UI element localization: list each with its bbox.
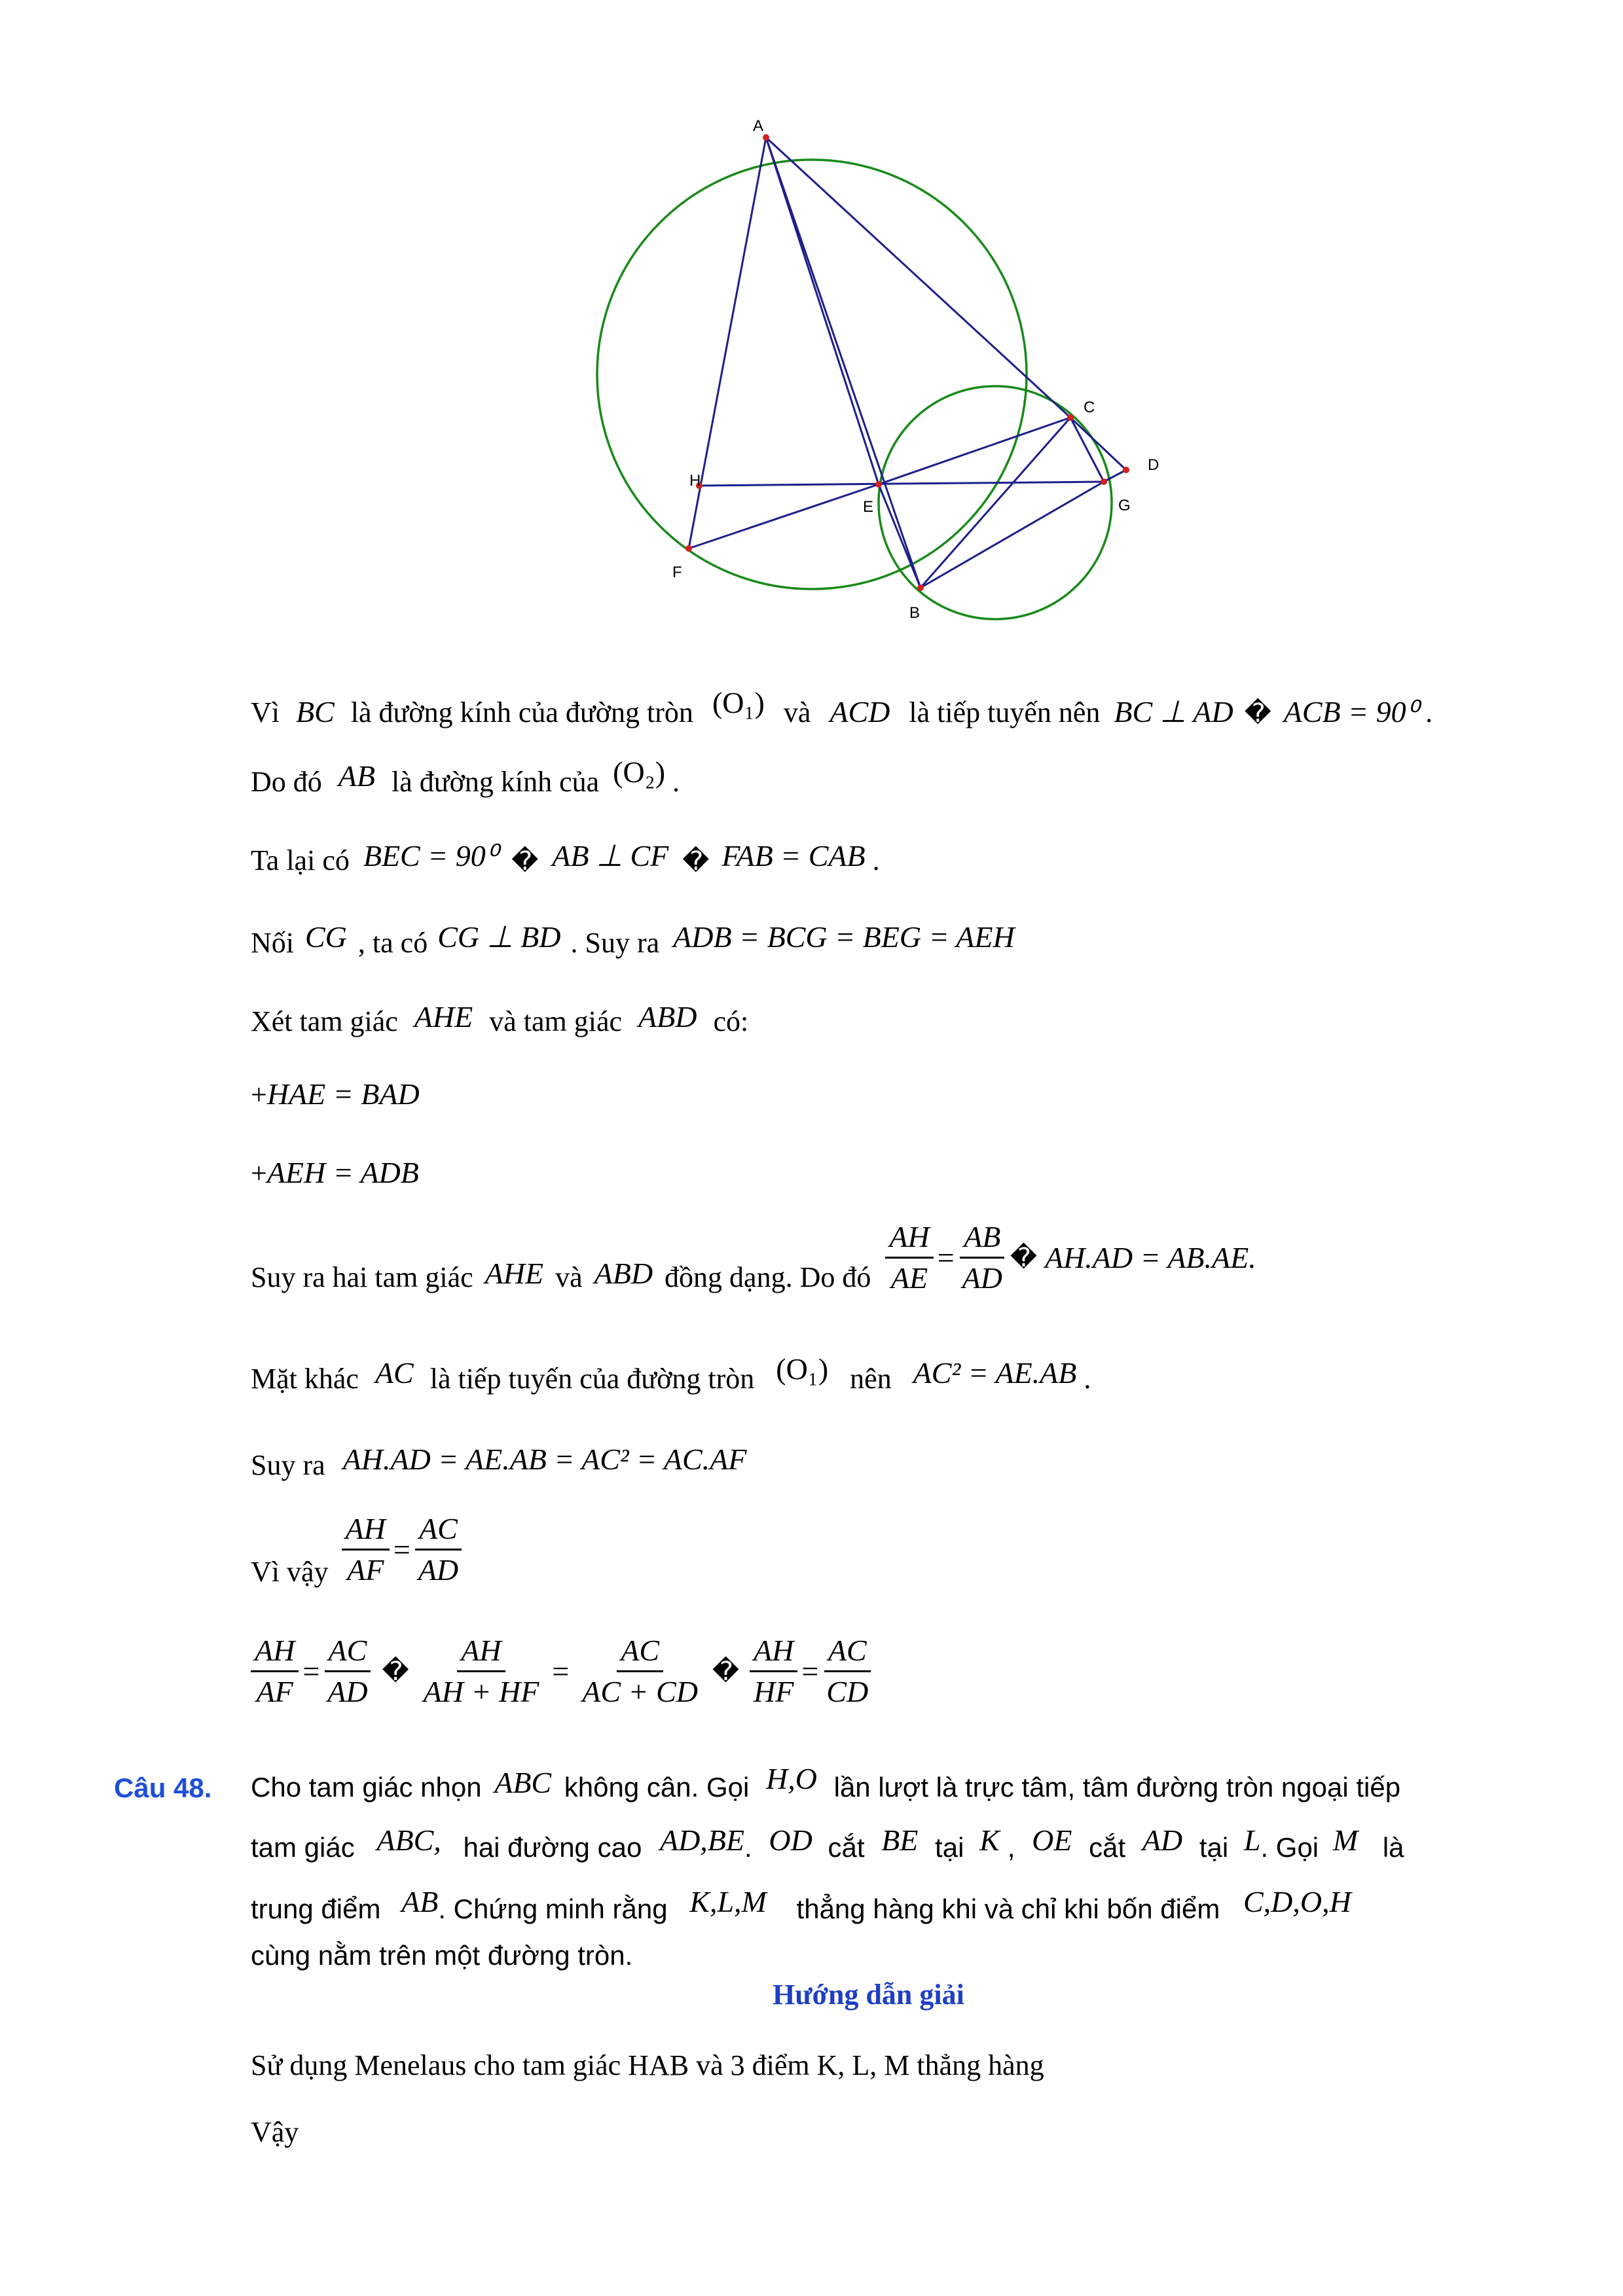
math: AD (1142, 1823, 1183, 1857)
math: C,D,O,H (1243, 1885, 1351, 1918)
text: Ta lại có (251, 844, 350, 876)
fraction (420, 1632, 543, 1710)
text: không cân. Gọi (564, 1772, 750, 1803)
glyph: � (511, 846, 539, 876)
math: ACB = 90⁰ (1283, 695, 1419, 728)
denominator: AF (256, 1675, 293, 1708)
numerator: AH (457, 1632, 505, 1672)
math: CG (305, 920, 347, 954)
equals: = (393, 1532, 410, 1566)
segment-bg (921, 482, 1104, 588)
question-row-2 (251, 1823, 1404, 1867)
question-row-3 (251, 1885, 1351, 1929)
math: ADB = BCG = BEG = AEH (673, 920, 1015, 954)
text: Cho tam giác nhọn (251, 1772, 482, 1803)
text: tại (935, 1832, 964, 1863)
text: là đường kính của đường tròn (350, 696, 693, 728)
math: AB (401, 1885, 439, 1918)
numerator: AH (342, 1511, 390, 1551)
math: K (979, 1823, 1000, 1857)
text: là tiếp tuyến của đường tròn (429, 1363, 755, 1395)
label-B: B (909, 604, 921, 622)
denominator: AE (890, 1261, 928, 1295)
math: L (1243, 1823, 1261, 1857)
glyph: � (382, 1656, 409, 1687)
numerator: AH (251, 1632, 299, 1672)
math: ABC (494, 1766, 552, 1799)
text: Xét tam giác (251, 1005, 398, 1037)
math: AH.AD = AE.AB = AC² = AC.AF (342, 1443, 747, 1476)
numerator: AC (415, 1511, 462, 1551)
segment-hg (699, 482, 1104, 486)
math: HAE = BAD (266, 1077, 420, 1111)
numerator: AC (325, 1632, 371, 1672)
circle-o2 (597, 160, 1027, 589)
line-7 (251, 1156, 419, 1191)
text: và (783, 696, 811, 728)
math: CG ⊥ BD (437, 920, 561, 954)
numerator: AH (750, 1632, 797, 1672)
fraction (414, 1511, 462, 1588)
math: FAB = CAB (721, 839, 866, 872)
denominator: AH + HF (423, 1675, 539, 1708)
point-g (1101, 478, 1107, 485)
math: OD (769, 1823, 812, 1857)
point-c (1067, 414, 1074, 421)
fraction (750, 1632, 797, 1710)
text: là tiếp tuyến nên (909, 696, 1101, 728)
text: + (251, 1079, 267, 1111)
text: lần lượt là trực tâm, tâm đường tròn ngoại tiếp (833, 1772, 1401, 1803)
numerator: AH (885, 1219, 933, 1259)
math: AB ⊥ CF (552, 839, 669, 872)
glyph: � (1010, 1242, 1037, 1273)
line-6 (251, 1077, 420, 1112)
text: cùng nằm trên một đường tròn. (251, 1940, 633, 1971)
text: hai đường cao (463, 1832, 642, 1863)
math: AC (374, 1356, 414, 1390)
numerator: AB (960, 1219, 1004, 1259)
line-4 (251, 920, 1015, 960)
label-D: D (1148, 456, 1159, 474)
denominator: AC + CD (582, 1675, 698, 1708)
math: AC² = AE.AB (913, 1356, 1077, 1390)
text: cắt (828, 1832, 865, 1863)
text: . Suy ra (570, 927, 660, 959)
text: Mặt khác (251, 1363, 359, 1395)
point-e (875, 481, 882, 488)
denominator: CD (826, 1675, 869, 1708)
math: ABD (638, 1000, 697, 1033)
text: thẳng hàng khi và chỉ khi bốn điểm (796, 1893, 1220, 1924)
math: ABC, (376, 1823, 441, 1857)
denominator: AD (962, 1261, 1002, 1295)
fraction (251, 1632, 299, 1710)
line-1 (251, 686, 1433, 730)
text: . (1425, 696, 1433, 728)
denominator: AF (347, 1553, 384, 1587)
line-8 (251, 1219, 1256, 1297)
text: là (1382, 1832, 1404, 1863)
segment-ab (766, 137, 921, 588)
text: đồng dạng. Do đó (665, 1261, 871, 1293)
fraction (323, 1632, 371, 1710)
text: tam giác (251, 1832, 355, 1863)
math: H,O (765, 1762, 817, 1795)
text: . Gọi (1260, 1832, 1319, 1863)
points (685, 134, 1129, 591)
math: BE (881, 1823, 919, 1857)
question-label: Câu 48. (114, 1772, 212, 1803)
text: + (251, 1157, 267, 1189)
label-H: H (689, 472, 701, 490)
circles (597, 160, 1112, 619)
denominator: AD (327, 1675, 368, 1708)
point-a (763, 134, 769, 141)
denominator: AD (418, 1553, 459, 1587)
geometry-figure (0, 0, 1623, 628)
math: AD,BE (659, 1823, 744, 1857)
text: tại (1199, 1832, 1229, 1863)
text: Vì vậy (251, 1555, 329, 1588)
equals: = (302, 1654, 320, 1688)
text: là đường kính của (391, 766, 600, 798)
text: Suy ra hai tam giác (251, 1261, 473, 1293)
point-b (917, 584, 924, 591)
math: BC ⊥ AD (1114, 695, 1233, 728)
math: K,L,M (689, 1885, 767, 1918)
text: có: (713, 1005, 749, 1037)
solution-line-2: Vậy (251, 2116, 299, 2148)
label-G: G (1118, 497, 1131, 514)
label-A: A (753, 117, 764, 135)
math: AB (338, 759, 375, 793)
line-5 (251, 1000, 749, 1039)
fraction (578, 1632, 702, 1710)
glyph: � (1244, 698, 1271, 728)
math: (O₂) (613, 755, 666, 789)
segment-fe (689, 484, 879, 548)
math: (O₁) (712, 686, 765, 719)
text: cắt (1089, 1832, 1126, 1863)
equals: = (801, 1654, 819, 1688)
numerator: AC (617, 1632, 663, 1672)
denominator: HF (754, 1675, 794, 1708)
numerator: AC (824, 1632, 871, 1672)
line-10 (251, 1443, 747, 1482)
math: M (1332, 1823, 1359, 1857)
math: AH.AD = AB.AE. (1044, 1240, 1256, 1274)
label-C: C (1084, 399, 1095, 416)
equals: = (937, 1240, 955, 1274)
segments (689, 137, 1126, 588)
text: nên (850, 1363, 892, 1395)
segment-cd (1070, 418, 1126, 470)
math: ABD (594, 1256, 653, 1290)
text: Nối (251, 927, 294, 959)
text: trung điểm (251, 1893, 381, 1924)
glyph: � (682, 846, 710, 876)
math: AHE (414, 1000, 473, 1033)
text: . (744, 1832, 752, 1863)
text: Suy ra (251, 1449, 325, 1481)
text: và (555, 1261, 583, 1293)
text: . (672, 766, 680, 798)
label-F: F (672, 564, 682, 581)
line-9 (251, 1352, 1091, 1396)
point-d (1123, 467, 1129, 473)
math: AHE (484, 1256, 544, 1290)
line-12 (251, 1632, 876, 1710)
text: , (1007, 1832, 1015, 1863)
math: BEC = 90⁰ (363, 839, 498, 872)
math: OE (1032, 1823, 1072, 1857)
fraction (822, 1632, 872, 1710)
line-3 (251, 839, 880, 878)
text: Do đó (251, 766, 322, 798)
question-row-1 (251, 1762, 1401, 1807)
line-2 (251, 755, 680, 799)
fraction (958, 1219, 1006, 1297)
solution-line-1: Sử dụng Menelaus cho tam giác HAB và 3 điểm K, L, M thẳng hàng (251, 2049, 1044, 2081)
line-11 (251, 1511, 466, 1588)
point-f (685, 545, 692, 552)
text: . Chứng minh rằng (438, 1893, 668, 1924)
math: AEH = ADB (266, 1156, 419, 1189)
math: (O₁) (776, 1352, 829, 1386)
text: . (872, 844, 880, 876)
text: và tam giác (489, 1005, 623, 1037)
math: BC (296, 695, 335, 728)
question-row-4 (251, 1936, 632, 1975)
math: ACD (830, 695, 890, 728)
solution-heading: Hướng dẫn giải (773, 1979, 964, 2011)
text: , ta có (357, 927, 428, 959)
text: . (1084, 1363, 1091, 1395)
text: Vì (251, 696, 280, 728)
fraction (885, 1219, 933, 1297)
fraction (342, 1511, 390, 1588)
equals: = (552, 1654, 570, 1688)
label-E: E (863, 498, 874, 516)
glyph: � (712, 1656, 740, 1687)
segment-eb (879, 484, 921, 588)
